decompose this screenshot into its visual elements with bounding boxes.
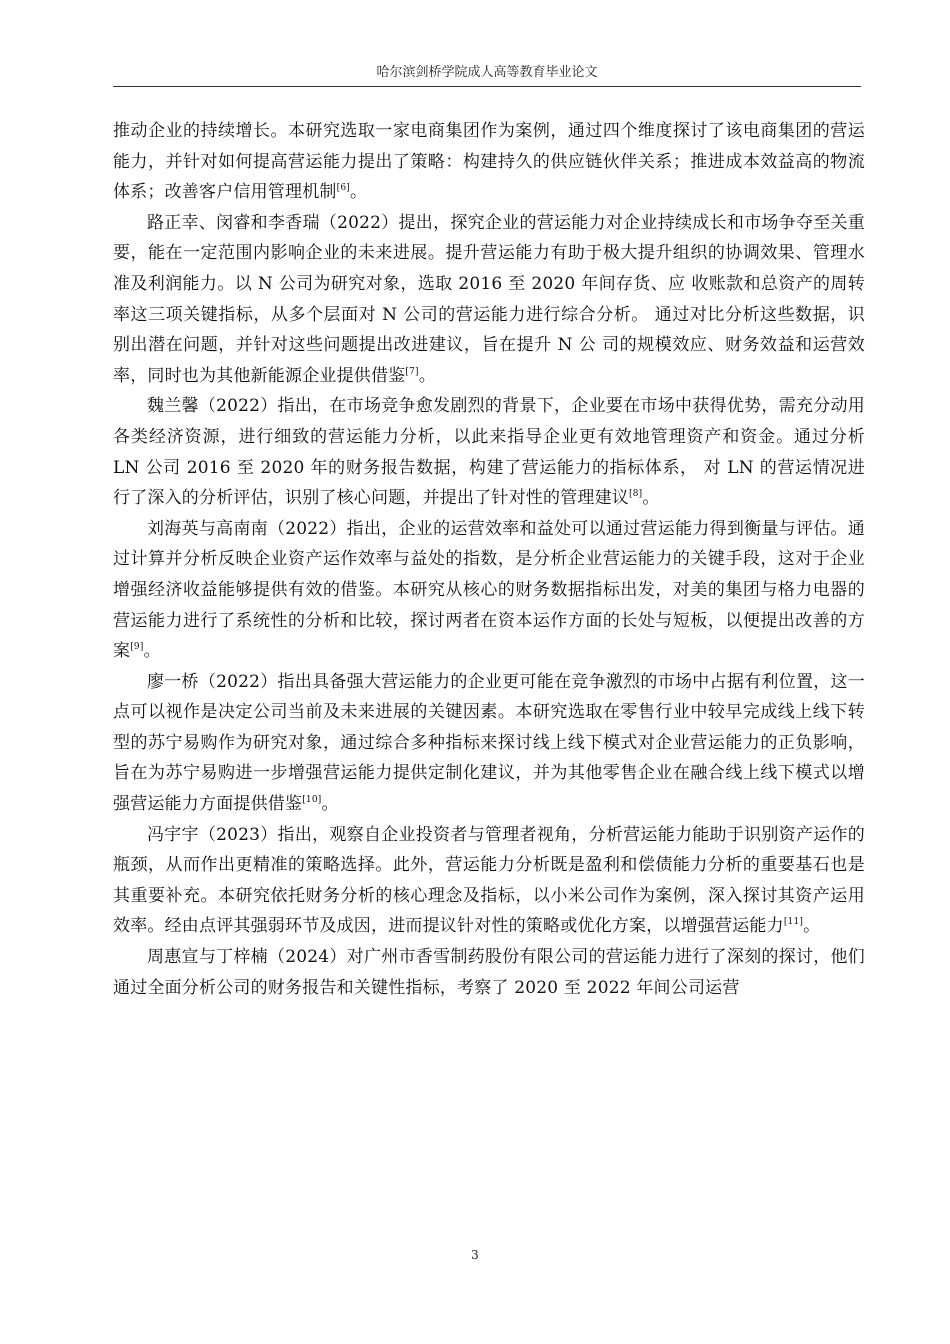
paragraph-text: 刘海英与高南南（2022）指出，企业的运营效率和益处可以通过营运能力得到衡量与评估。通过计算并分析反映企业资产运作效率与益处的指数，是分析企业营运能力的关键手段，这对于企业增强经济收益能够提供有效的借鉴。本研究从核心的财务数据指标出发，对美的集团与格力电器的营运能力进行了系统性的分析和比较，探讨两者在资本运作方面的长处与短板，以便提出改善的方案 (113, 518, 865, 662)
paragraph (113, 667, 865, 820)
paragraph-text: 冯宇宇（2023）指出，观察自企业投资者与管理者视角，分析营运能力能助于识别资产运作的瓶颈，从而作出更精准的策略选择。此外，营运能力分析既是盈利和偿债能力分析的重要基石也是其重要补充。本研究依托财务分析的核心理念及指标，以小米公司作为案例，深入探讨其资产运用效率。经由点评其强弱环节及成因，进而提议针对性的策略或优化方案，以增强营运能力 (113, 824, 865, 937)
header-divider (113, 86, 861, 87)
page-number: 3 (471, 1248, 479, 1262)
page-header (113, 64, 861, 82)
paragraph (113, 208, 865, 392)
paragraph (113, 820, 865, 942)
paragraph-tail: 。 (642, 488, 660, 509)
paragraph-text: 推动企业的持续增长。本研究选取一家电商集团作为案例，通过四个维度探讨了该电商集团的营运能力，并针对如何提高营运能力提出了策略：构建持久的供应链伙伴关系；推进成本效益高的物流体系；改善客户信用管理机制 (113, 121, 865, 203)
paragraph (113, 942, 865, 1003)
paragraph-tail: 。 (803, 916, 821, 937)
paragraph-continuation (113, 116, 865, 208)
paragraph-text: 周惠宣与丁梓楠（2024）对广州市香雪制药股份有限公司的营运能力进行了深刻的探讨，他们通过全面分析公司的财务报告和关键性指标，考察了 2020 至 2022 年间公司运营 (113, 947, 865, 998)
citation-ref: [10] (302, 795, 322, 806)
body-text (113, 116, 865, 1003)
citation-ref: [9] (130, 642, 144, 653)
paragraph-text: 路正幸、闵睿和李香瑞（2022）提出，探究企业的营运能力对企业持续成长和市场争夺至关重要，能在一定范围内影响企业的未来进展。提升营运能力有助于极大提升组织的协调效果、管理水准及利润能力。以 N 公司为研究对象，选取 2016 至 2020 年间存货、应 收账款和总资产的周转率这三项关键指标，从多个层面对 N 公司的营运能力进行综合分析。 通过对比分析这些数据，识别出潜在问题，并针对这些问题提出改进建议，旨在提升 N 公 司的规模效应、财务效益和运营效率，同时也为其他新能源企业提供借鉴 (113, 212, 865, 386)
citation-ref: [6] (336, 183, 350, 194)
paragraph-tail: 。 (349, 182, 368, 203)
citation-ref: [11] (783, 917, 804, 928)
citation-ref: [8] (629, 489, 643, 500)
paragraph-text: 魏兰馨（2022）指出，在市场竞争愈发剧烈的背景下，企业要在市场中获得优势，需充分动用各类经济资源，进行细致的营运能力分析，以此来指导企业更有效地管理资产和资金。通过分析 LN 公司 2016 至 2020 年的财务报告数据，构建了营运能力的指标体系， 对 LN 的营运情况进行了深入的分析评估，识别了核心问题，并提出了针对性的管理建议 (113, 396, 865, 509)
paragraph-text: 廖一桥（2022）指出具备强大营运能力的企业更可能在竞争激烈的市场中占据有利位置，这一点可以视作是决定公司当前及未来进展的关键因素。本研究选取在零售行业中较早完成线上线下转型的苏宁易购作为研究对象，通过综合多种指标来探讨线上线下模式对企业营运能力的正负影响，旨在为苏宁易购进一步增强营运能力提供定制化建议，并为其他零售企业在融合线上线下模式以增强营运能力方面提供借鉴 (113, 671, 865, 815)
paragraph-tail: 。 (143, 641, 161, 662)
paragraph (113, 391, 865, 513)
paragraph-tail: 。 (321, 794, 339, 815)
citation-ref: [7] (405, 366, 419, 377)
header-title: 哈尔滨剑桥学院成人高等教育毕业论文 (376, 65, 598, 80)
paragraph (113, 514, 865, 667)
paragraph-tail: 。 (418, 365, 436, 386)
